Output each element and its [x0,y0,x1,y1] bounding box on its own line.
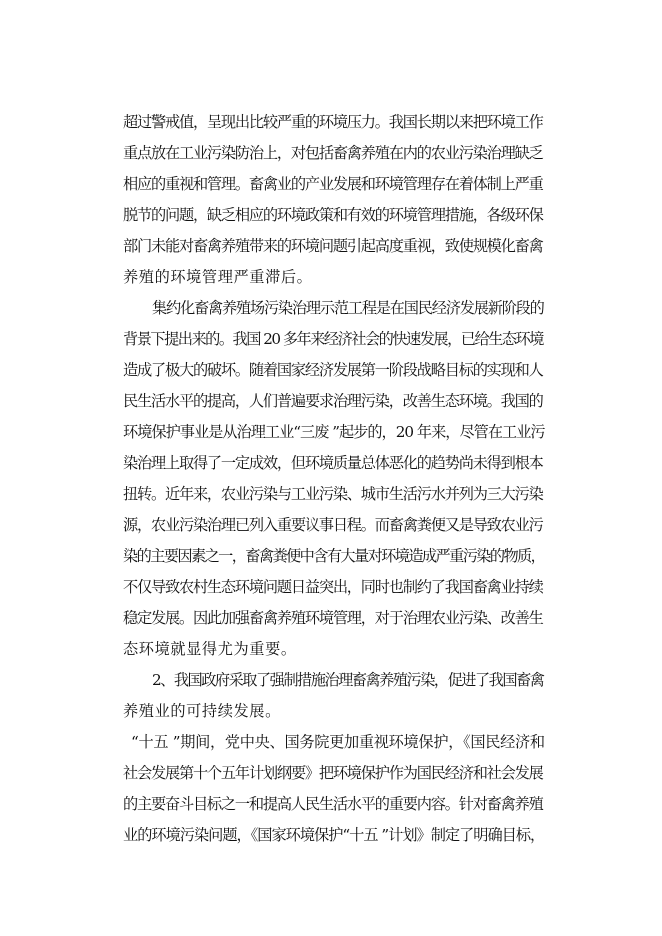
text-line: 业的环境污染问题，《国家环境保护“十五 ”计划》制定了明确目标， [123,826,545,844]
text-line: 的主要奋斗目标之一和提高人民生活水平的重要内容。针对畜禽养殖 [123,795,543,813]
text-line: 造成了极大的破坏。随着国家经济发展第一阶段战略目标的实现和人 [123,361,543,379]
text-line: 超过警戒值，呈现出比较严重的环境压力。我国长期以来把环境工作 [123,113,543,131]
text-line: 养殖的环境管理严重滞后。 [123,268,313,286]
text-line: 染治理上取得了一定成效，但环境质量总体恶化的趋势尚未得到根本 [123,454,543,472]
text-line: 脱节的问题，缺乏相应的环境政策和有效的环境管理措施，各级环保 [123,206,543,224]
text-line: 不仅导致农村生态环境问题日益突出，同时也制约了我国畜禽业持续 [123,578,543,596]
text-line: 背景下提出来的。我国 20 多年来经济社会的快速发展，已给生态环境 [123,330,543,348]
text-line: 环境保护事业是从治理工业“三废 ”起步的，20 年来，尽管在工业污 [123,423,545,441]
paragraph-start-line: “十五 ”期间，党中央、国务院更加重视环境保护，《国民经济和 [131,733,545,751]
text-line: 染的主要因素之一，畜禽粪便中含有大量对环境造成严重污染的物质， [123,547,545,565]
text-line: 源，农业污染治理已列入重要议事日程。而畜禽粪便又是导致农业污 [123,516,543,534]
text-line: 民生活水平的提高，人们普遍要求治理污染，改善生态环境。我国的 [123,392,543,410]
text-line: 稳定发展。因此加强畜禽养殖环境管理，对于治理农业污染、改善生 [123,609,543,627]
text-line: 重点放在工业污染防治上，对包括畜禽养殖在内的农业污染治理缺乏 [123,144,543,162]
text-line: 相应的重视和管理。畜禽业的产业发展和环境管理存在着体制上严重 [123,175,543,193]
section-heading-line: 养殖业的可持续发展。 [123,702,281,720]
text-line: 社会发展第十个五年计划纲要》把环境保护作为国民经济和社会发展 [123,764,543,782]
text-line: 部门未能对畜禽养殖带来的环境问题引起高度重视，致使规模化畜禽 [123,237,543,255]
text-line: 扭转。近年来，农业污染与工业污染、城市生活污水并列为三大污染 [123,485,543,503]
section-heading-line: 2、我国政府采取了强制措施治理畜禽养殖污染，促进了我国畜禽 [152,671,544,689]
paragraph-start-line: 集约化畜禽养殖场污染治理示范工程是在国民经济发展新阶段的 [152,299,544,317]
text-line: 态环境就显得尤为重要。 [123,640,297,658]
